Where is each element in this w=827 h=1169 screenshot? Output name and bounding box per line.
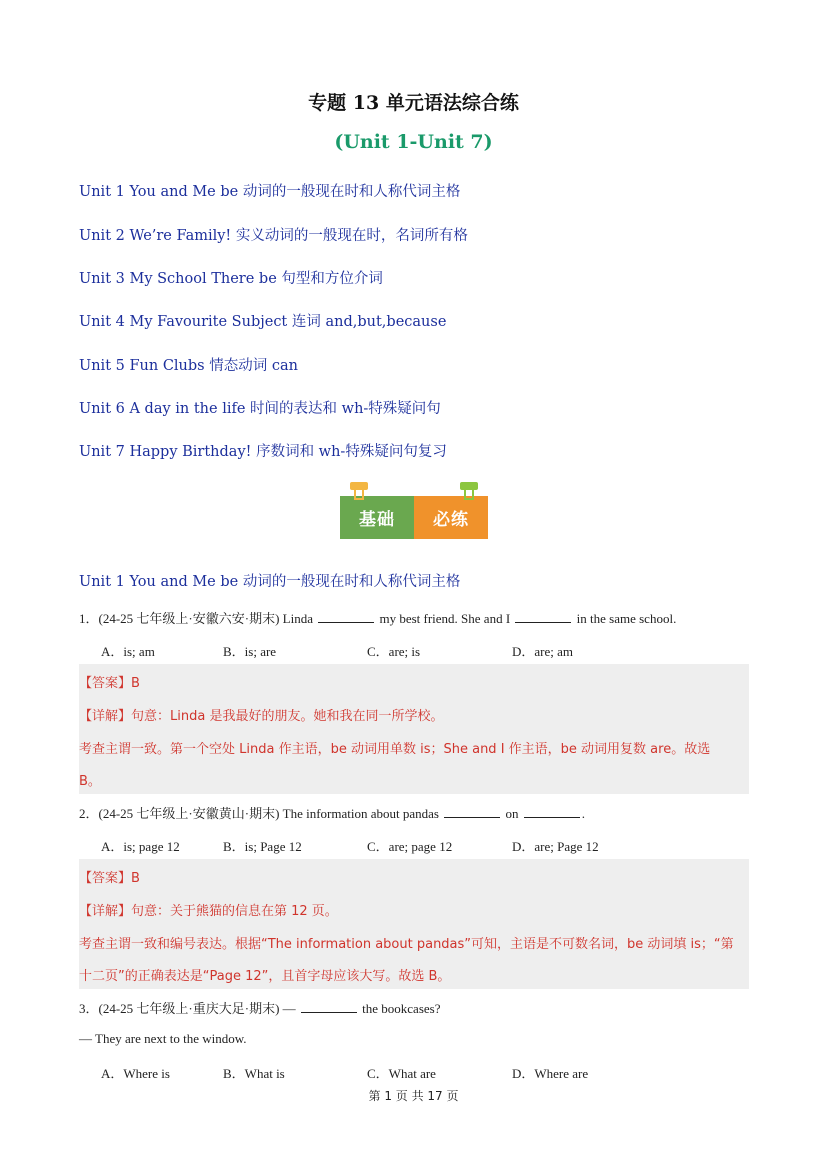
q2-option-b: B．is; Page 12 xyxy=(223,839,302,854)
question-1-mid: my best friend. She and I xyxy=(379,611,511,626)
q2-answer: 【答案】B xyxy=(79,871,140,886)
q1-option-a: A．is; am xyxy=(101,644,155,659)
q3-option-a: A．Where is xyxy=(101,1066,170,1081)
unit-item-1: Unit 1 You and Me be 动词的一般现在时和人称代词主格 xyxy=(79,184,461,200)
answer-blank xyxy=(524,805,580,818)
q1-option-c: C．are; is xyxy=(367,644,421,659)
q3-option-b: B．What is xyxy=(223,1066,285,1081)
q3-option-d: D．Where are xyxy=(512,1066,589,1081)
question-3-suffix: the bookcases? xyxy=(362,1001,441,1016)
question-3-reply: — They are next to the window. xyxy=(79,1031,247,1046)
unit-item-2: Unit 2 We’re Family! 实义动词的一般现在时，名词所有格 xyxy=(79,228,468,244)
q2-explain-line1: 考查主谓一致和编号表达。根据“The information about pandas”可知，主语是不可数名词，be 动词填 is；“第 xyxy=(79,937,734,952)
answer-blank xyxy=(515,610,571,623)
page-footer: 第 1 页 共 17 页 xyxy=(368,1089,459,1103)
page-title: 专题 13 单元语法综合练 xyxy=(308,92,519,114)
q2-option-c: C．are; page 12 xyxy=(367,839,453,854)
q2-detail: 【详解】句意：关于熊猫的信息在第 12 页。 xyxy=(79,904,338,919)
unit-item-6: Unit 6 A day in the life 时间的表达和 wh-特殊疑问句 xyxy=(79,401,441,417)
unit-item-7: Unit 7 Happy Birthday! 序数词和 wh-特殊疑问句复习 xyxy=(79,444,447,460)
badge-right-label: 必练 xyxy=(414,496,488,539)
question-1-prefix: 1．(24-25 七年级上·安徽六安·期末) Linda xyxy=(79,611,313,626)
badge-left-label: 基础 xyxy=(340,496,414,539)
question-1-suffix: in the same school. xyxy=(576,611,677,626)
answer-box-1 xyxy=(79,664,749,794)
page-subtitle: (Unit 1-Unit 7) xyxy=(334,131,493,153)
q2-explain-line2: 十二页”的正确表达是“Page 12”，且首字母应该大写。故选 B。 xyxy=(79,969,451,984)
question-2 xyxy=(79,803,585,822)
unit-item-3: Unit 3 My School There be 句型和方位介词 xyxy=(79,271,383,287)
answer-blank xyxy=(318,610,374,623)
question-2-prefix: 2．(24-25 七年级上·安徽黄山·期末) The information about pandas xyxy=(79,806,439,821)
question-2-mid: on xyxy=(505,806,519,821)
unit-item-4: Unit 4 My Favourite Subject 连词 and,but,because xyxy=(79,314,447,330)
q1-explain-line1: 考查主谓一致。第一个空处 Linda 作主语，be 动词用单数 is；She and I 作主语，be 动词用复数 are。故选 xyxy=(79,742,711,757)
q2-option-d: D．are; Page 12 xyxy=(512,839,599,854)
binder-clip-icon xyxy=(460,482,478,500)
q1-answer: 【答案】B xyxy=(79,676,140,691)
question-3-prefix: 3．(24-25 七年级上·重庆大足·期末) — xyxy=(79,1001,296,1016)
answer-blank xyxy=(301,1000,357,1013)
unit-item-5: Unit 5 Fun Clubs 情态动词 can xyxy=(79,358,298,374)
q1-option-b: B．is; are xyxy=(223,644,277,659)
section-badge xyxy=(340,496,488,539)
answer-blank xyxy=(444,805,500,818)
question-2-suffix: . xyxy=(581,806,585,821)
q1-option-d: D．are; am xyxy=(512,644,574,659)
q1-explain-line2: B。 xyxy=(79,774,101,789)
section-heading: Unit 1 You and Me be 动词的一般现在时和人称代词主格 xyxy=(79,574,461,590)
q2-option-a: A．is; page 12 xyxy=(101,839,180,854)
q3-option-c: C．What are xyxy=(367,1066,436,1081)
binder-clip-icon xyxy=(350,482,368,500)
question-1 xyxy=(79,608,676,627)
question-3 xyxy=(79,998,441,1017)
q1-detail: 【详解】句意：Linda 是我最好的朋友。她和我在同一所学校。 xyxy=(79,709,444,724)
